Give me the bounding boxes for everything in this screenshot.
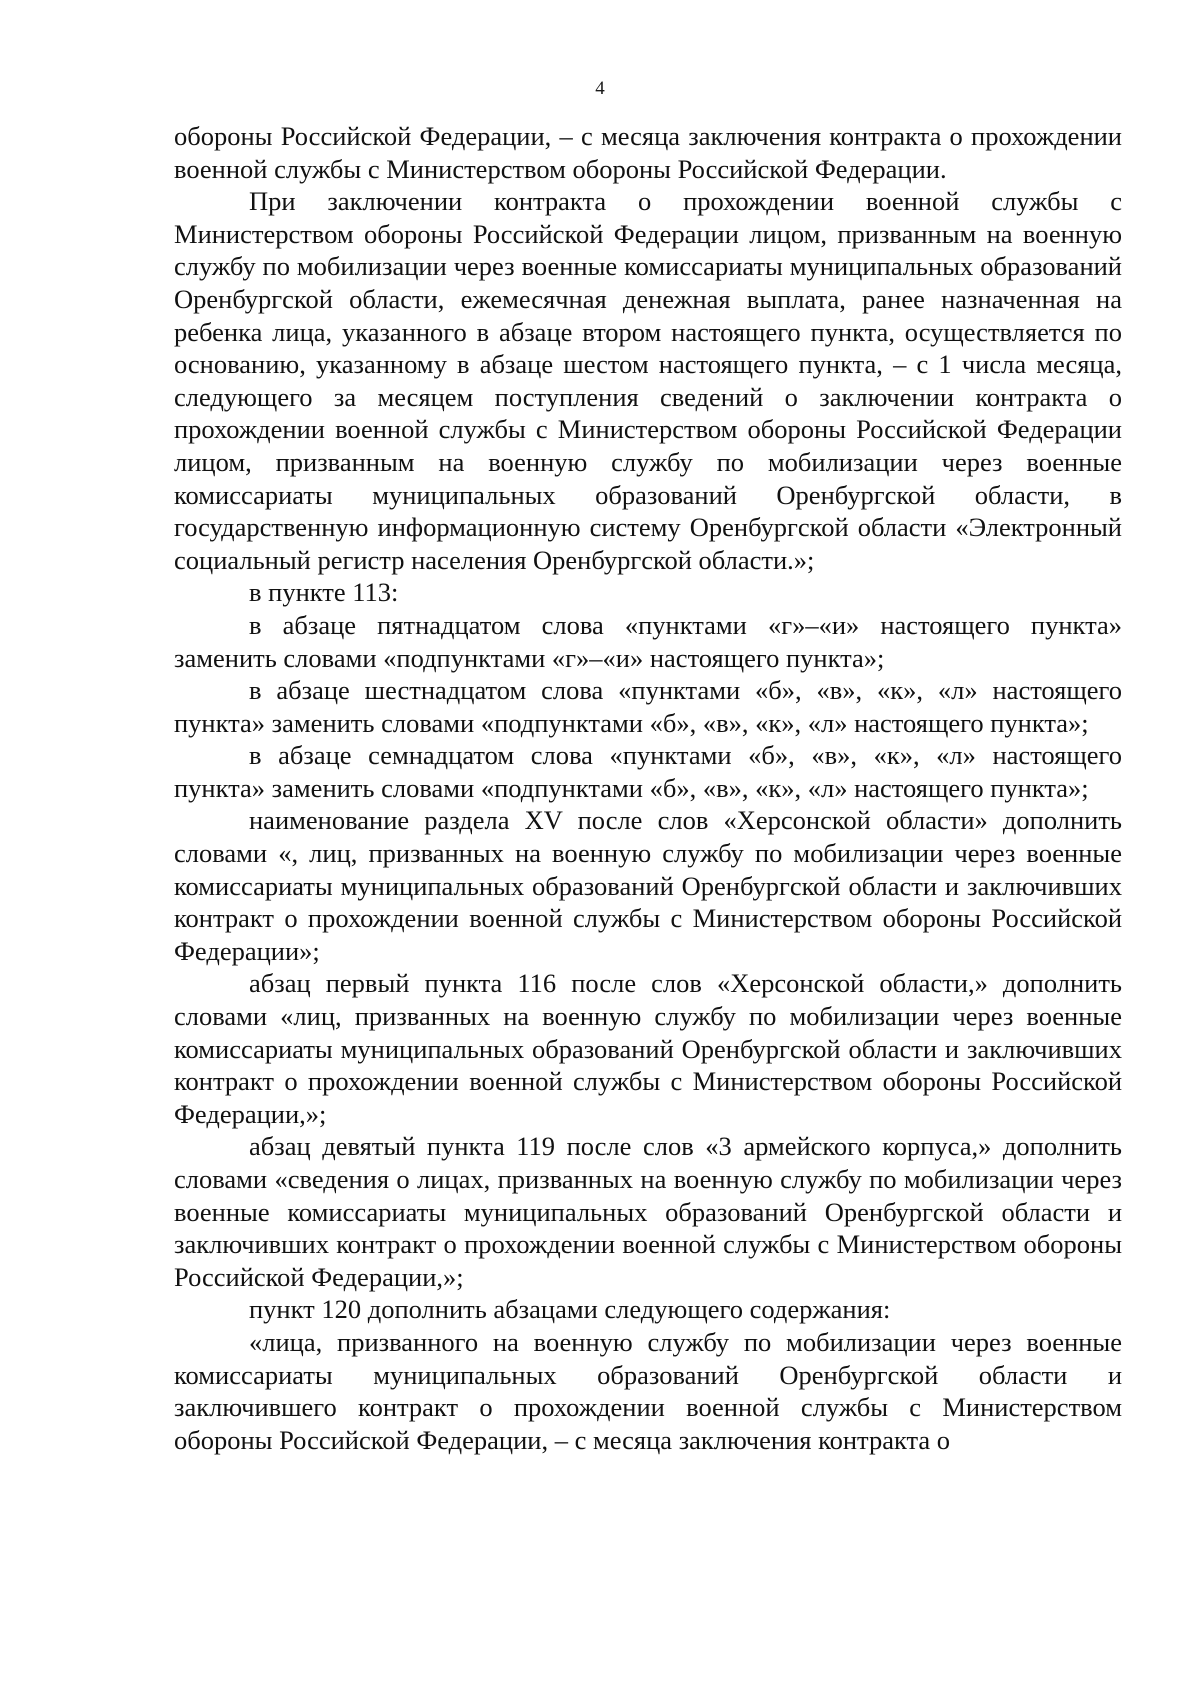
paragraph-continuation: обороны Российской Федерации, – с месяца заключения контракта о прохождении военной службы с Министерством обороны Российской Федерации. [174,121,1122,184]
paragraph-abzac-15: в абзаце пятнадцатом слова «пунктами «г»–«и» настоящего пункта» заменить словами «подпунктами «г»–«и» настоящего пункта»; [174,609,1122,673]
document-body [174,120,1122,1456]
paragraph-point-120: пункт 120 дополнить абзацами следующего содержания: [249,1294,891,1325]
paragraph-section-xv: наименование раздела XV после слов «Херсонской области» дополнить словами «, лиц, призванных на военную службу по мобилизации через военные комиссариаты муниципальных образований Оренбургской области и заключивших контракт о прохождении военной службы с Министерством обороны Российской Федерации»; [174,805,1122,966]
paragraph-point-116: абзац первый пункта 116 после слов «Херсонской области,» дополнить словами «лиц, призванных на военную службу по мобилизации через военные комиссариаты муниципальных образований Оренбургской области и заключивших контракт о прохождении военной службы с Министерством обороны Российской Федерации,»; [174,968,1122,1129]
paragraph-point-119: абзац девятый пункта 119 после слов «3 армейского корпуса,» дополнить словами «сведения о лицах, призванных на военную службу по мобилизации через военные комиссариаты муниципальных образований Оренбургской области и заключивших контракт о прохождении военной службы с Министерством обороны Российской Федерации,»; [174,1131,1122,1292]
paragraph-point-113: в пункте 113: [249,577,399,608]
paragraph-abzac-16: в абзаце шестнадцатом слова «пунктами «б», «в», «к», «л» настоящего пункта» заменить словами «подпунктами «б», «в», «к», «л» настоящего пункта»; [174,675,1122,738]
page-number: 4 [595,78,605,99]
paragraph-abzac-17: в абзаце семнадцатом слова «пунктами «б», «в», «к», «л» настоящего пункта» заменить словами «подпунктами «б», «в», «к», «л» настоящего пункта»; [174,740,1122,803]
paragraph-point-120-quote: «лица, призванного на военную службу по мобилизации через военные комиссариаты муниципальных образований Оренбургской области и заключившего контракт о прохождении военной службы с Министерством обороны Российской Федерации, – с месяца заключения контракта о [174,1326,1122,1455]
paragraph-contract-payment: При заключении контракта о прохождении военной службы с Министерством обороны Российской Федерации лицом, призванным на военную службу по мобилизации через военные комиссариаты муниципальных образований Оренбургской области, ежемесячная денежная выплата, ранее назначенная на ребенка лица, указанного в абзаце втором настоящего пункта, осуществляется по основанию, указанному в абзаце шестом настоящего пункта, – с 1 числа месяца, следующего за месяцем поступления сведений о заключении контракта о прохождении военной службы с Министерством обороны Российской Федерации лицом, призванным на военную службу по мобилизации через военные комиссариаты муниципальных образований Оренбургской области, в государственную информационную систему Оренбургской области «Электронный социальный регистр населения Оренбургской области.»; [174,186,1122,575]
